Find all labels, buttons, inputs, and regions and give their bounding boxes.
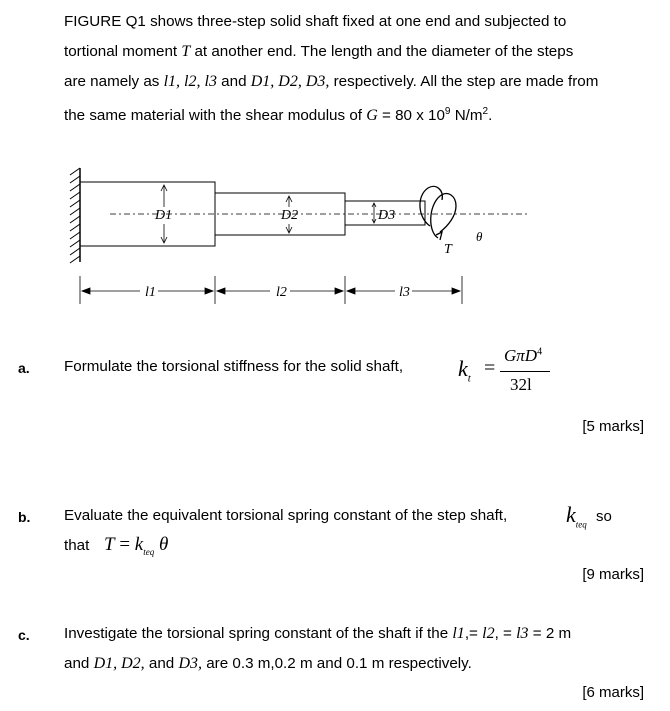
fixed-wall (70, 168, 80, 263)
question-b-marks: [9 marks] (582, 566, 644, 583)
intro-line-4: the same material with the shear modulus of G = 80 x $10^9$ $N/m^2$. (64, 106, 493, 125)
stiffness-numerator: GπD$^4$ (504, 346, 543, 365)
kteq-symbol: $k_{teq}$ (566, 502, 587, 530)
d3-dimension (372, 203, 376, 223)
question-c-line-1: Investigate the torsional spring constant of the shaft if the l1,= l2, = l3 = 2 m (64, 625, 572, 642)
equation-t-k-theta: $T = k_{teq}$ θ (104, 534, 169, 557)
d2-label: D2 (281, 208, 299, 223)
l2-label: l2 (276, 285, 287, 300)
question-b-text: Evaluate the equivalent torsional spring constant of the step shaft, (64, 507, 508, 524)
stiffness-denominator: 32l (510, 375, 532, 394)
question-c-label: c. (18, 627, 30, 643)
torque-label: T (444, 242, 452, 257)
fraction-bar (500, 371, 550, 372)
intro-line-2: tortional moment T at another end. The length and the diameter of the steps (64, 43, 574, 60)
intro-line-1: FIGURE Q1 shows three-step solid shaft fixed at one end and subjected to (64, 13, 567, 30)
l3-label: l3 (399, 285, 410, 300)
d3-label: D3 (378, 208, 396, 223)
question-b-label: b. (18, 509, 31, 525)
question-c-marks: [6 marks] (582, 684, 644, 701)
l1-label: l1 (145, 285, 156, 300)
question-a-text: Formulate the torsional stiffness for the solid shaft, (64, 358, 404, 375)
question-a-marks: [5 marks] (582, 418, 644, 435)
question-a-label: a. (18, 360, 30, 376)
kt-symbol: $k_t$ (458, 356, 471, 385)
intro-line-3: are namely as l1, l2, l3 and D1, D2, D3, respectively. All the step are made from (64, 73, 599, 90)
so-word: so (596, 508, 612, 525)
question-c-text (64, 619, 654, 679)
that-word: that (64, 537, 90, 554)
question-c-line-2: and D1, D2, and D3, are 0.3 m,0.2 m and 0.1 m respectively. (64, 655, 472, 672)
d1-label: D1 (155, 208, 173, 223)
angle-label: θ (476, 229, 483, 244)
equals-sign: = (484, 357, 496, 379)
